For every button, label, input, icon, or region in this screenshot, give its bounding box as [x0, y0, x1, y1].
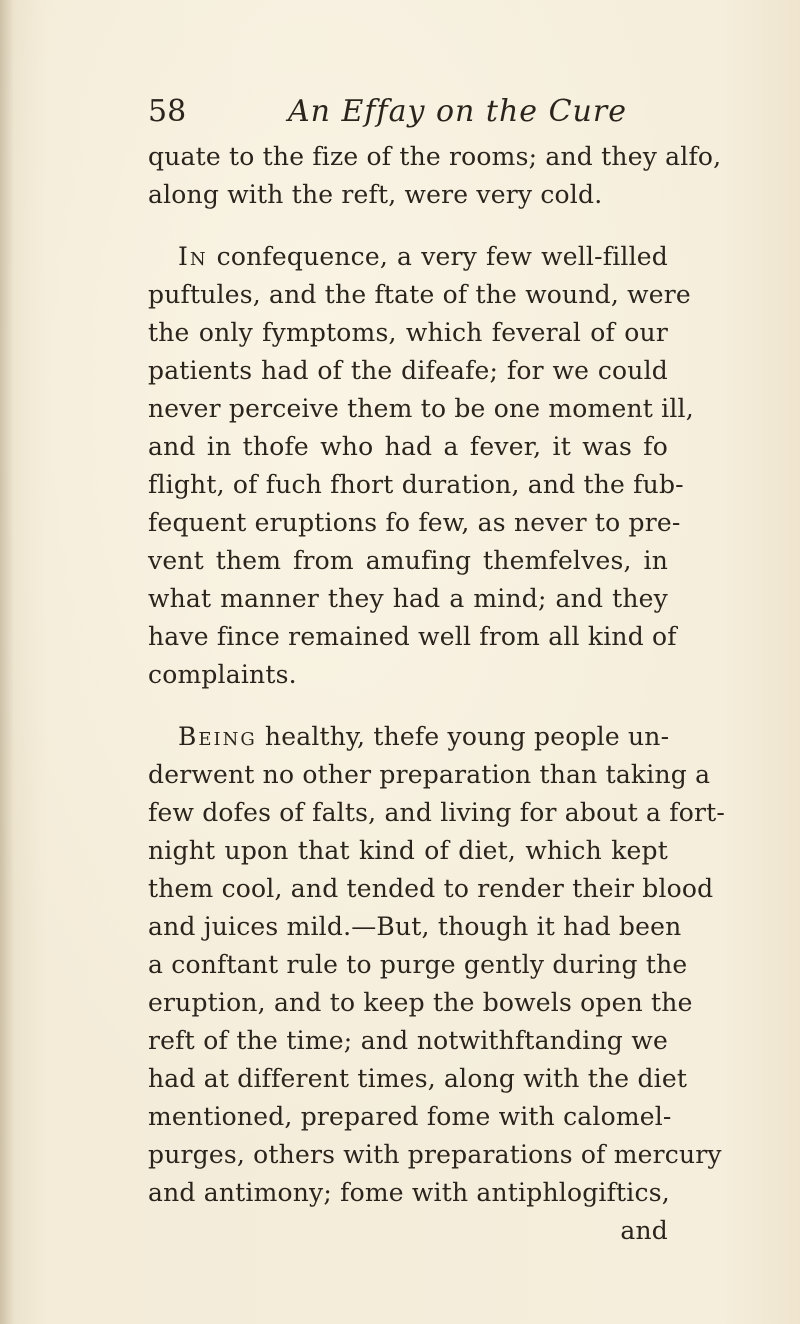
text-line: [148, 718, 668, 756]
text-line: night upon that kind of diet, which kept: [148, 836, 668, 865]
text-line: fequent eruptions fo few, as never to pre-: [148, 508, 681, 537]
text-line-rest: confequence, a very few well-filled: [207, 242, 668, 271]
text-line: flight, of fuch fhort duration, and the fub-: [148, 470, 684, 499]
text-line: eruption, and to keep the bowels open the: [148, 988, 693, 1017]
text-line: puftules, and the ftate of the wound, were: [148, 280, 691, 309]
text-line: patients had of the difeafe; for we could: [148, 356, 668, 385]
text-line: derwent no other preparation than taking a: [148, 760, 711, 789]
text-line: [148, 238, 668, 276]
page-number: 58: [148, 94, 187, 129]
paragraph-lead: In: [178, 242, 208, 271]
text-line: quate to the fize of the rooms; and they alfo,: [148, 142, 722, 171]
text-line: a conftant rule to purge gently during the: [148, 950, 688, 979]
body-text: [148, 138, 726, 1250]
text-line: few dofes of falts, and living for about a fort-: [148, 798, 726, 827]
text-line: have fince remained well from all kind of: [148, 622, 677, 651]
text-line: purges, others with preparations of mercury: [148, 1140, 722, 1169]
catchword: and: [620, 1216, 668, 1245]
text-line: and juices mild.—But, though it had been: [148, 912, 682, 941]
text-line: them cool, and tended to render their blood: [148, 874, 714, 903]
paragraph-lead: Being: [178, 722, 257, 751]
text-line: never perceive them to be one moment ill,: [148, 394, 694, 423]
text-line: what manner they had a mind; and they: [148, 584, 668, 613]
text-line: complaints.: [148, 660, 297, 689]
text-line: had at different times, along with the diet: [148, 1064, 688, 1093]
text-line: reft of the time; and notwithftanding we: [148, 1026, 668, 1055]
text-line-rest: healthy, thefe young people un-: [256, 722, 670, 751]
gutter-shadow: [0, 0, 14, 1324]
text-line: along with the reft, were very cold.: [148, 180, 603, 209]
text-line: and antimony; fome with antiphlogiftics,: [148, 1178, 670, 1207]
text-line: mentioned, prepared fome with calomel-: [148, 1102, 672, 1131]
running-title: An Effay on the Cure: [288, 94, 627, 129]
text-line: and in thofe who had a fever, it was fo: [148, 432, 668, 461]
text-line: the only fymptoms, which feveral of our: [148, 318, 668, 347]
running-head: [148, 92, 668, 132]
text-line: vent them from amufing themfelves, in: [148, 546, 668, 575]
